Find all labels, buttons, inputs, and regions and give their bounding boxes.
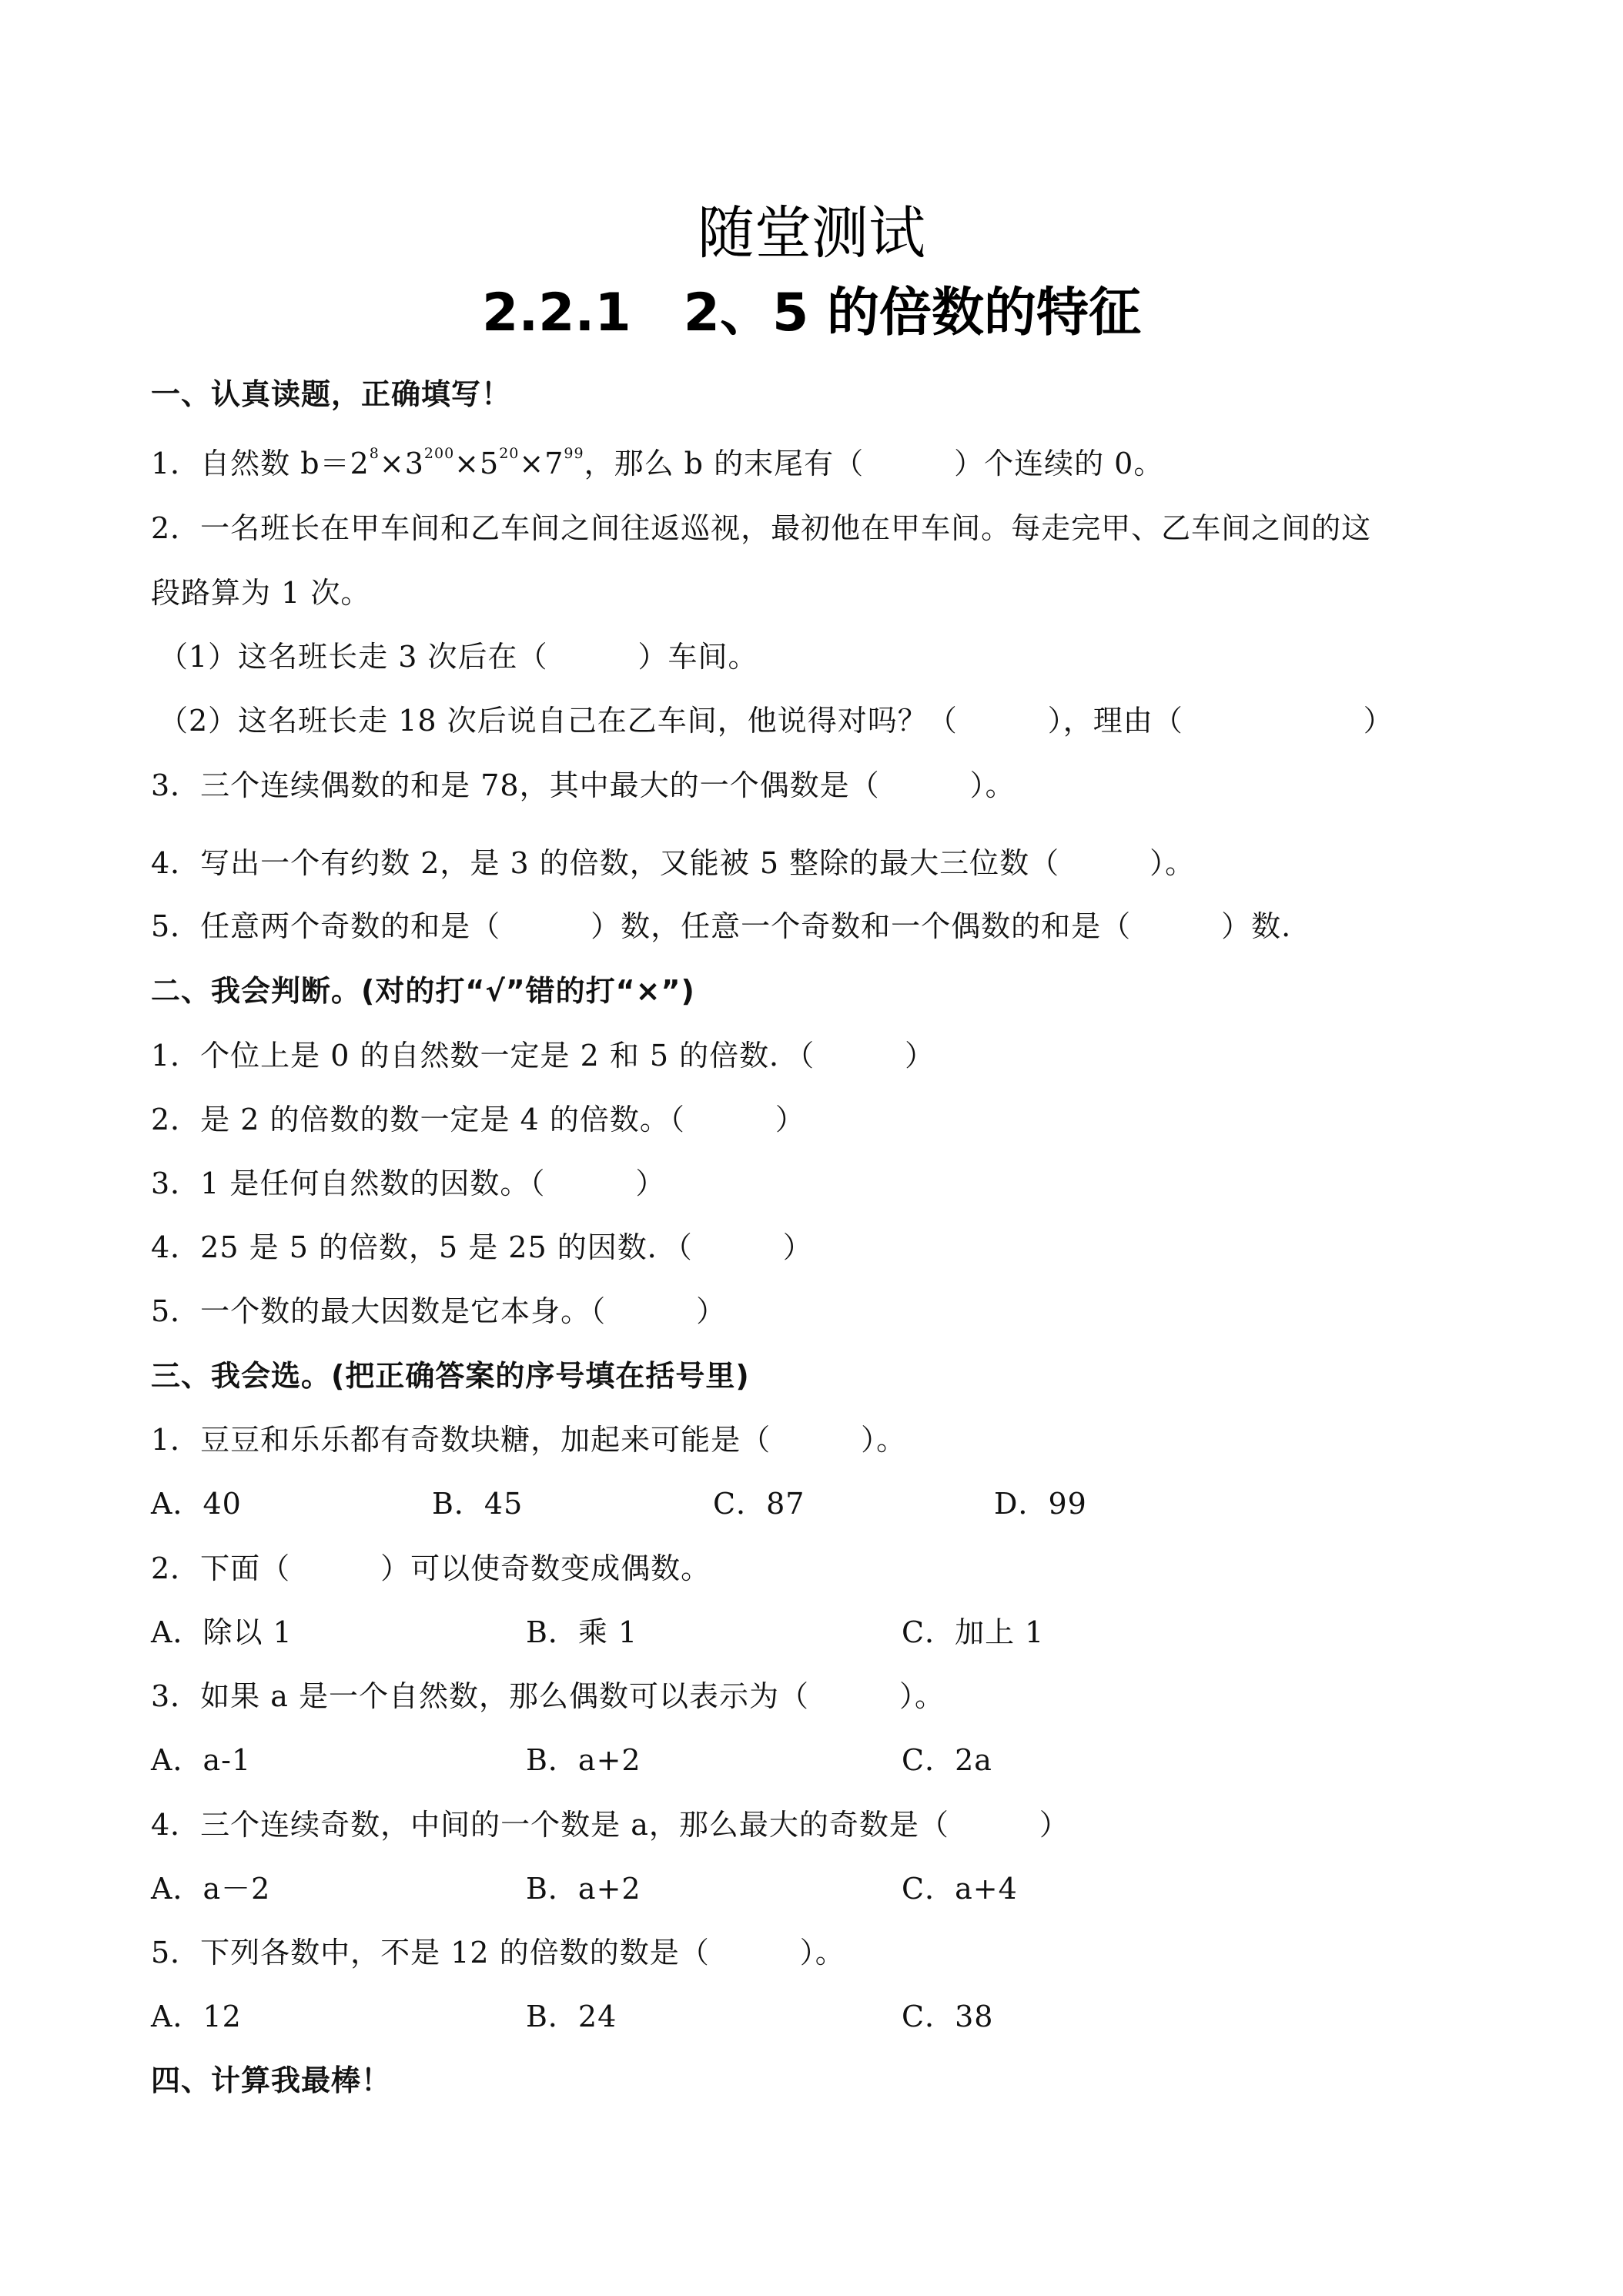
s1-question-4: 4．写出一个有约数 2，是 3 的倍数，又能被 5 整除的最大三位数（ ）。 [151,846,1196,880]
s3-q1-option-c: C．87 [713,1487,805,1521]
s2-question-5: 5．一个数的最大因数是它本身。（ ） [151,1294,727,1328]
section2-heading: 二、我会判断。(对的打“√”错的打“×”) [151,974,695,1008]
s3-q5-option-a: A．12 [151,2000,242,2033]
section1-heading: 一、认真读题，正确填写！ [151,377,512,411]
s2-question-3: 3．1 是任何自然数的因数。（ ） [151,1166,666,1200]
s3-question-2: 2．下面（ ）可以使奇数变成偶数。 [151,1551,711,1585]
s3-q5-option-c: C．38 [902,2000,994,2033]
section4-heading: 四、计算我最棒！ [151,2063,392,2097]
s3-q3-option-c: C．2a [902,1743,992,1777]
s3-q1-option-d: D．99 [994,1487,1087,1521]
s3-q5-option-b: B．24 [526,2000,617,2033]
s3-q3-option-b: B．a+2 [526,1743,641,1777]
s1-question-2-line1: 2．一名班长在甲车间和乙车间之间往返巡视，最初他在甲车间。每走完甲、乙车间之间的这 [151,511,1372,545]
s3-q1-option-b: B．45 [432,1487,524,1521]
section3-heading: 三、我会选。(把正确答案的序号填在括号里) [151,1359,750,1393]
s1-question-2-line2: 段路算为 1 次。 [151,576,371,610]
s1-question-3: 3．三个连续偶数的和是 78，其中最大的一个偶数是（ ）。 [151,768,1016,802]
s1-question-5: 5．任意两个奇数的和是（ ）数，任意一个奇数和一个偶数的和是（ ）数. [151,909,1292,943]
s3-q2-option-a: A．除以 1 [151,1615,293,1649]
s3-q4-option-c: C．a+4 [902,1872,1018,1906]
s2-question-2: 2．是 2 的倍数的数一定是 4 的倍数。（ ） [151,1103,805,1136]
s1-question-2-sub1: （1）这名班长走 3 次后在（ ）车间。 [159,640,758,674]
s3-q3-option-a: A．a-1 [151,1743,252,1777]
s3-q4-option-b: B．a+2 [526,1872,641,1906]
s3-question-4: 4．三个连续奇数，中间的一个数是 a，那么最大的奇数是（ ） [151,1808,1069,1842]
s3-q1-option-a: A．40 [151,1487,242,1521]
page-subtitle: 2.2.1 2、5 的倍数的特征 [482,283,1141,343]
s3-q2-option-c: C．加上 1 [902,1615,1045,1649]
s3-question-1: 1．豆豆和乐乐都有奇数块糖，加起来可能是（ ）。 [151,1423,907,1457]
s1-question-2-sub2: （2）这名班长走 18 次后说自己在乙车间，他说得对吗？（ ），理由（ ） [159,704,1394,738]
page-title: 随堂测试 [698,200,925,266]
s3-q2-option-b: B．乘 1 [526,1615,638,1649]
s3-question-3: 3．如果 a 是一个自然数，那么偶数可以表示为（ ）。 [151,1679,945,1713]
s1-question-1: 1．自然数 $b=2^8\times 3^{200}\times 5^{20}\times 7^{99}$，那么 b 的末尾有（ ）个连续的 0。 [151,445,1164,480]
s3-question-5: 5．下列各数中，不是 12 的倍数的数是（ ）。 [151,1936,845,1970]
s2-question-1: 1．个位上是 0 的自然数一定是 2 和 5 的倍数．（ ） [151,1039,935,1073]
s2-question-4: 4．25 是 5 的倍数，5 是 25 的因数．（ ） [151,1230,813,1264]
s3-q4-option-a: A．a－2 [151,1872,271,1906]
